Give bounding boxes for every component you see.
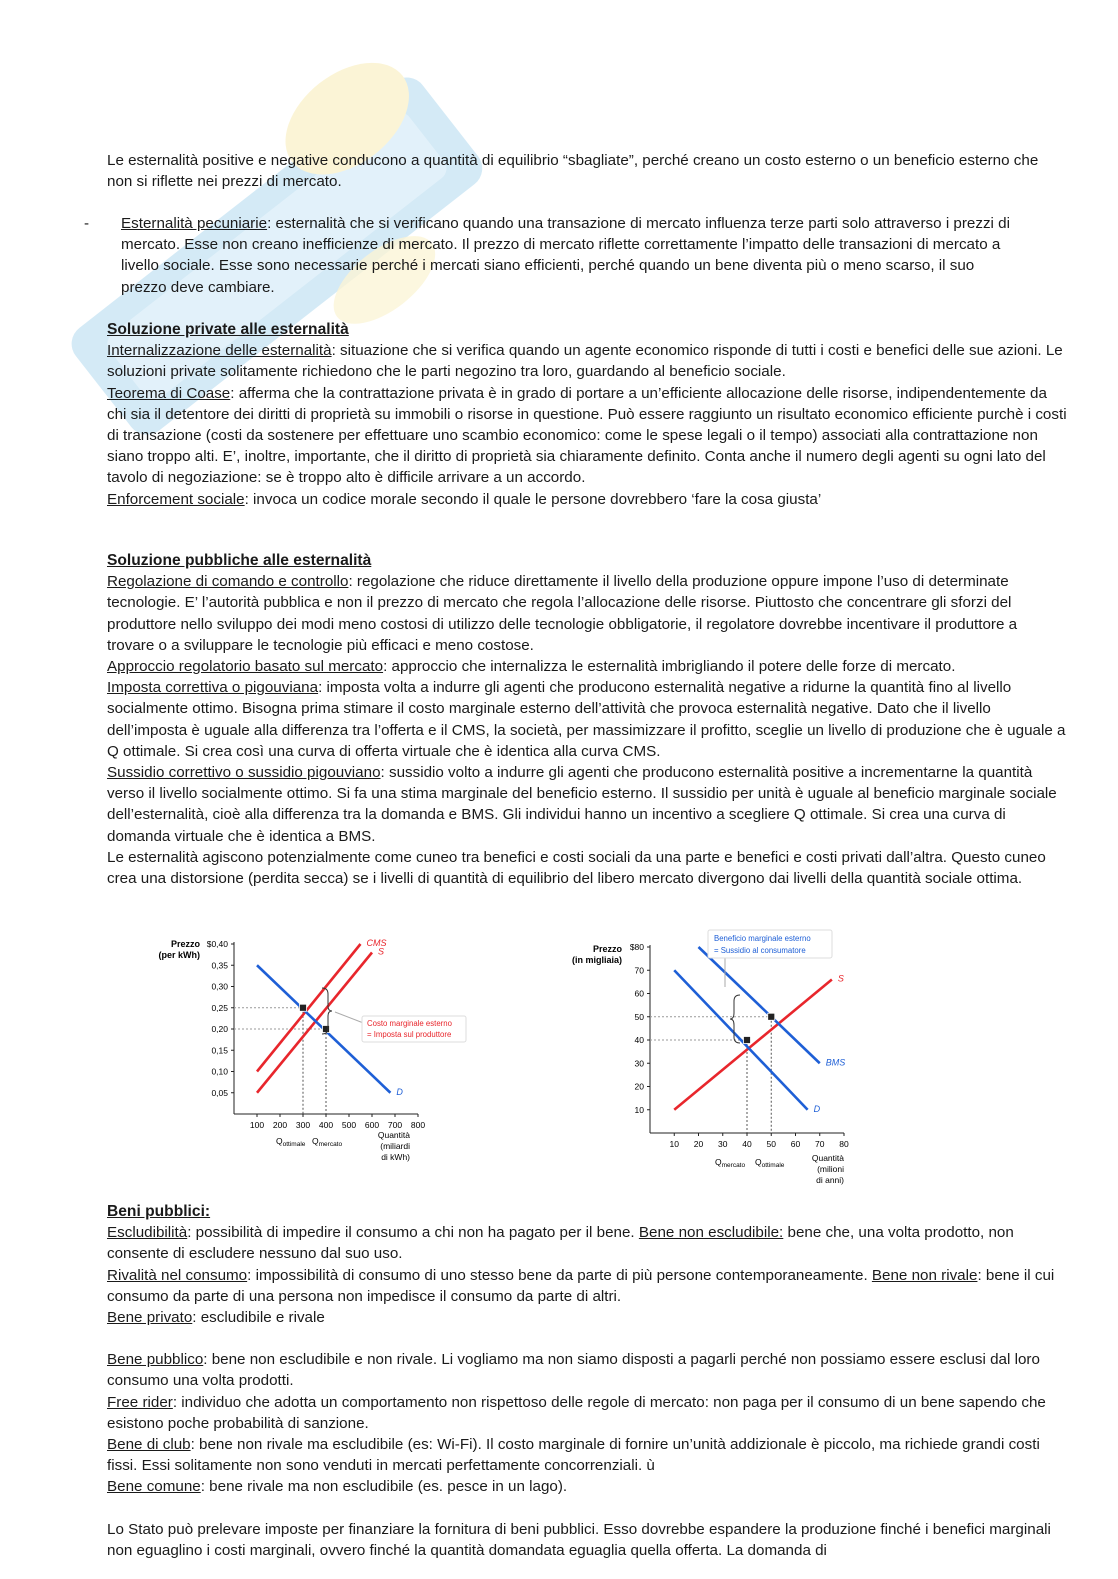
c1-xtick-label: 500	[341, 1120, 357, 1130]
c1-ytick-label: $0,40	[206, 939, 228, 949]
term-bene-pubblico: Bene pubblico	[107, 1351, 204, 1369]
c2-ytick-label: 20	[634, 1081, 644, 1092]
c2-equilibrium-point	[744, 1037, 751, 1044]
c1-xtick-label: 700	[387, 1120, 403, 1130]
c1-xtick-label: 300	[295, 1120, 311, 1130]
c2-xtick-label: 10	[669, 1139, 679, 1149]
term-sussidio: Sussidio correttivo o sussidio pigouviano	[107, 764, 381, 782]
chart2-annotation-2: = Sussidio al consumatore	[714, 946, 806, 955]
list-bullet: -	[84, 215, 90, 232]
c2-ytick-label: 60	[634, 988, 644, 999]
term-approccio: Approccio regolatorio basato sul mercato	[107, 658, 384, 676]
chart1-q-ottimale: $Q_{ottimale}$	[276, 1136, 306, 1148]
chart1-ylabel-2: (per kWh)	[158, 950, 200, 960]
c1-ytick-label: 0,25	[211, 1002, 228, 1013]
chart2-xlabel-3: di anni)	[816, 1175, 844, 1185]
section-beni-pubblici: Beni pubblici: Escludibilità: possibilità di impedire il consumo a chi non ha pagato per il bene. Bene non escludibile: bene che, una volta prodotto, non consente di escludere nessuno dal suo uso. Rivalità nel consumo: impossibilità di consumo di uno stesso bene da parte di più persone contemporaneamente. Bene non rivale: bene il cui consumo da parte di una persona non impedisce il consumo da parte di altri. Bene privato: escludibile e rivale Bene pubblico: bene non escludibile e non rivale. Li vogliamo ma non siamo disposti a pagarli perché non possiamo essere esclusi dal loro consumo una volta prodotti. Free rider: individuo che adotta un comportamento non rispettoso delle regole di mercato: non paga per il consumo di un bene sapendo che esistono poche probabilità di sanzione. Bene di club: bene non rivale ma escludibile (es: Wi-Fi). Il costo marginale di fornire un’unità addizionale è piccolo, ma richiede grandi costi fissi. Essi solitamente non sono venduti in mercati perfettamente concorrenziali. ù Bene comune: bene rivale ma non escludibile (es. pesce in un lago). Lo Stato può prelevare imposte per finanziare la fornitura di beni pubblici. Esso dovrebbe espandere la produzione finché i benefici marginali non eguaglino i costi marginali, ovvero finché la quantità domandata eguaglia quella offerta. La domanda di	[107, 1201, 1067, 1561]
stato-paragraph: Lo Stato può prelevare imposte per finanziare la fornitura di beni pubblici. Esso dovrebbe espandere la produzione finché i benefici marginali non eguaglino i costi marginali, ovvero finché la quantità domandata eguaglia quella offerta. La domanda di	[107, 1520, 1051, 1559]
c2-ytick-label: 50	[634, 1011, 644, 1022]
pecuniarie-paragraph: Esternalità pecuniarie: esternalità che si verificano quando una transazione di mercato influenza terze parti solo attraverso i prezzi di mercato. Esse non creano inefficienze di mercato. Il prezzo di mercato riflette correttamente l’impatto delle transazioni di mercato a livello sociale. Esse sono necessarie perché i mercati siano efficienti, perché quando un bene diventa più o meno scarso, il suo prezzo deve cambiare.	[121, 215, 1010, 296]
c2-ytick-label: 10	[634, 1104, 644, 1115]
chart1-q-mercato: $Q_{mercato}$	[312, 1136, 343, 1148]
term-esternalita-pecuniarie: Esternalità pecuniarie	[121, 215, 268, 232]
chart1-xlabel-2: (miliardi	[380, 1141, 410, 1151]
c1-xtick-label: 100	[249, 1120, 265, 1130]
chart1-annotation-2: = Imposta sul produttore	[367, 1030, 452, 1039]
term-internalizzazione: Internalizzazione delle esternalità	[107, 342, 332, 360]
c1-series-s	[257, 953, 372, 1093]
c1-series-label-d: D	[396, 1086, 403, 1097]
c1-series-cms	[257, 944, 361, 1072]
c2-xtick-label: 70	[815, 1139, 825, 1149]
c2-series-label-bms: BMS	[825, 1057, 846, 1068]
c2-xtick-label: 60	[790, 1139, 801, 1149]
cuneo-paragraph: Le esternalità agiscono potenzialmente come cuneo tra benefici e costi sociali da una parte e benefici e costi privati dall’altra. Questo cuneo crea una distorsione (perdita secca) se i livelli di quantità di equilibrio del libero mercato divergono dai livelli della quantità sociale ottima.	[107, 848, 1046, 888]
c1-series-label-cms: CMS	[366, 938, 387, 948]
term-bene-comune: Bene comune	[107, 1478, 201, 1496]
chart1-annotation-leader	[335, 1012, 366, 1024]
c2-ytick-label: $80	[629, 942, 644, 952]
c2-ytick-label: 30	[634, 1058, 644, 1069]
c1-xtick-label: 200	[272, 1120, 288, 1130]
chart2-xlabel-2: (milioni	[817, 1164, 844, 1174]
term-regolazione: Regolazione di comando e controllo	[107, 573, 349, 591]
term-non-escludibile: Bene non escludibile:	[638, 1224, 784, 1242]
c2-ytick-label: 70	[634, 965, 644, 976]
heading-pubbliche: Soluzione pubbliche alle esternalità	[107, 552, 372, 569]
c1-ytick-label: 0,35	[211, 960, 228, 971]
heading-private: Soluzione private alle esternalità	[107, 321, 349, 338]
term-rivalita: Rivalità nel consumo	[107, 1266, 248, 1284]
chart2-q-mercato: $Q_{mercato}$	[715, 1157, 746, 1169]
section-pubbliche: Soluzione pubbliche alle esternalità Regolazione di comando e controllo: regolazione che riduce direttamente il livello della produzione oppure impone l’uso di determinate tecnologie. E’ l’autorità pubblica e non il prezzo di mercato che regola l’allocazione delle risorse. Piuttosto che concentrare gli sforzi del produttore nello sviluppo dei modi meno costosi di utilizzo delle tecnologie obbligatorie, il regolatore dovrebbe incentivare il produttore a trovare o a sviluppare le tecnologie più efficaci e meno costose. Approccio regolatorio basato sul mercato: approccio che internalizza le esternalità imbrigliando il potere delle forze di mercato. Imposta correttiva o pigouviana: imposta volta a indurre gli agenti che producono esternalità negative a ridurne la quantità fino al livello socialmente ottimo. Bisogna prima stimare il costo marginale esterno dell’attività che provoca esternalità negative. Dato che il livello dell’imposta è uguale alla differenza tra l’offerta e il CMS, la società, per massimizzare il profitto, sceglie un livello di produzione che è uguale a Q ottimale. Si crea così una curva di offerta virtuale che è identica alla curva CMS. Sussidio correttivo o sussidio pigouviano: sussidio volto a indurre gli agenti che producono esternalità positive a incrementarne la quantità verso il livello socialmente ottimo. Si fa una stima marginale del beneficio esterno. Il sussidio per unità è uguale al beneficio marginale sociale dell’esternalità, cioè alla differenza tra la domanda e BMS. Gli individui hanno un incentivo a scegliere Q ottimale. Si crea una curva di domanda virtuale che è identica a BMS. Le esternalità agiscono potenzialmente come cuneo tra benefici e costi sociali da una parte e benefici e costi privati dall’altra. Questo cuneo crea una distorsione (perdita secca) se i livelli di quantità di equilibrio del libero mercato divergono dai livelli della quantità sociale ottima.	[107, 550, 1067, 889]
chart2-xlabel-1: Quantità	[811, 1153, 844, 1163]
c2-equilibrium-point	[768, 1013, 775, 1020]
c1-series-label-s: S	[378, 946, 385, 957]
chart2-q-ottimale: $Q_{ottimale}$	[755, 1157, 785, 1169]
chart2-ylabel-1: Prezzo	[592, 944, 622, 954]
c2-series-label-s: S	[837, 973, 844, 984]
c2-xtick-label: 20	[693, 1139, 704, 1149]
c2-xtick-label: 40	[742, 1139, 752, 1149]
c1-ytick-label: 0,15	[211, 1045, 228, 1056]
c2-series-label-d: D	[813, 1103, 821, 1114]
chart-sussidio-pigouviano	[560, 925, 860, 1195]
chart2-ylabel-2: (in migliaia)	[571, 955, 622, 965]
chart1-xlabel-1: Quantità	[377, 1130, 410, 1140]
c2-xtick-label: 50	[766, 1139, 776, 1149]
chart-imposta-pigouviana	[150, 930, 480, 1170]
term-non-rivale: Bene non rivale	[871, 1266, 978, 1284]
c1-ytick-label: 0,10	[211, 1066, 228, 1077]
chart1-xlabel-3: di kWh)	[381, 1152, 410, 1162]
c2-xtick-label: 80	[839, 1139, 849, 1149]
c1-ytick-label: 0,30	[211, 981, 228, 992]
chart1-annotation-1: Costo marginale esterno	[367, 1019, 452, 1028]
heading-beni-pubblici: Beni pubblici:	[107, 1203, 211, 1220]
term-bene-di-club: Bene di club	[107, 1436, 191, 1454]
c1-xtick-label: 400	[318, 1120, 334, 1130]
term-coase: Teorema di Coase	[107, 384, 231, 402]
intro-paragraph: Le esternalità positive e negative conducono a quantità di equilibrio “sbagliate”, perché creano un costo esterno o un beneficio esterno che non si riflette nei prezzi di mercato.	[107, 152, 1039, 191]
c1-xtick-label: 600	[364, 1120, 380, 1130]
c1-ytick-label: 0,05	[211, 1087, 228, 1098]
section-private: Soluzione private alle esternalità Internalizzazione delle esternalità: situazione che si verifica quando un agente economico risponde di tutti i costi e benefici delle sue azioni. Le soluzioni private solitamente richiedono che le parti negozino tra loro, guardando al beneficio sociale. Teorema di Coase: afferma che la contrattazione privata è in grado di portare a un’efficiente allocazione delle risorse, indipendentemente da chi sia il detentore dei diritti di proprietà su immobili o risorse in questione. Può essere raggiunto un risultato economico efficiente purchè i costi di transazione (costi da sostenere per effettuare uno scambio economico: come le spese legali o il tempo) associati alla contrattazione non siano troppo alti. E’, inoltre, importante, che il diritto di proprietà sia chiaramente definito. Conta anche il numero degli agenti su ogni lato del tavolo di negoziazione: se è troppo alto è difficile arrivare a un accordo. Enforcement sociale: invoca un codice morale secondo il quale le persone dovrebbero ‘fare la cosa giusta’	[107, 321, 1067, 508]
term-bene-privato: Bene privato	[107, 1309, 193, 1327]
c1-equilibrium-point	[300, 1004, 307, 1011]
chart2-annotation-1: Beneficio marginale esterno	[714, 934, 811, 943]
c2-ytick-label: 40	[634, 1035, 644, 1045]
term-free-rider: Free rider	[107, 1393, 173, 1411]
term-enforcement: Enforcement sociale	[107, 490, 245, 508]
c1-ytick-label: 0,20	[211, 1024, 228, 1034]
c1-xtick-label: 800	[410, 1120, 426, 1130]
c2-xtick-label: 30	[718, 1139, 728, 1149]
term-escludibilita: Escludibilità	[107, 1224, 188, 1242]
term-imposta: Imposta correttiva o pigouviana	[107, 679, 319, 697]
chart1-ylabel-1: Prezzo	[170, 939, 200, 949]
